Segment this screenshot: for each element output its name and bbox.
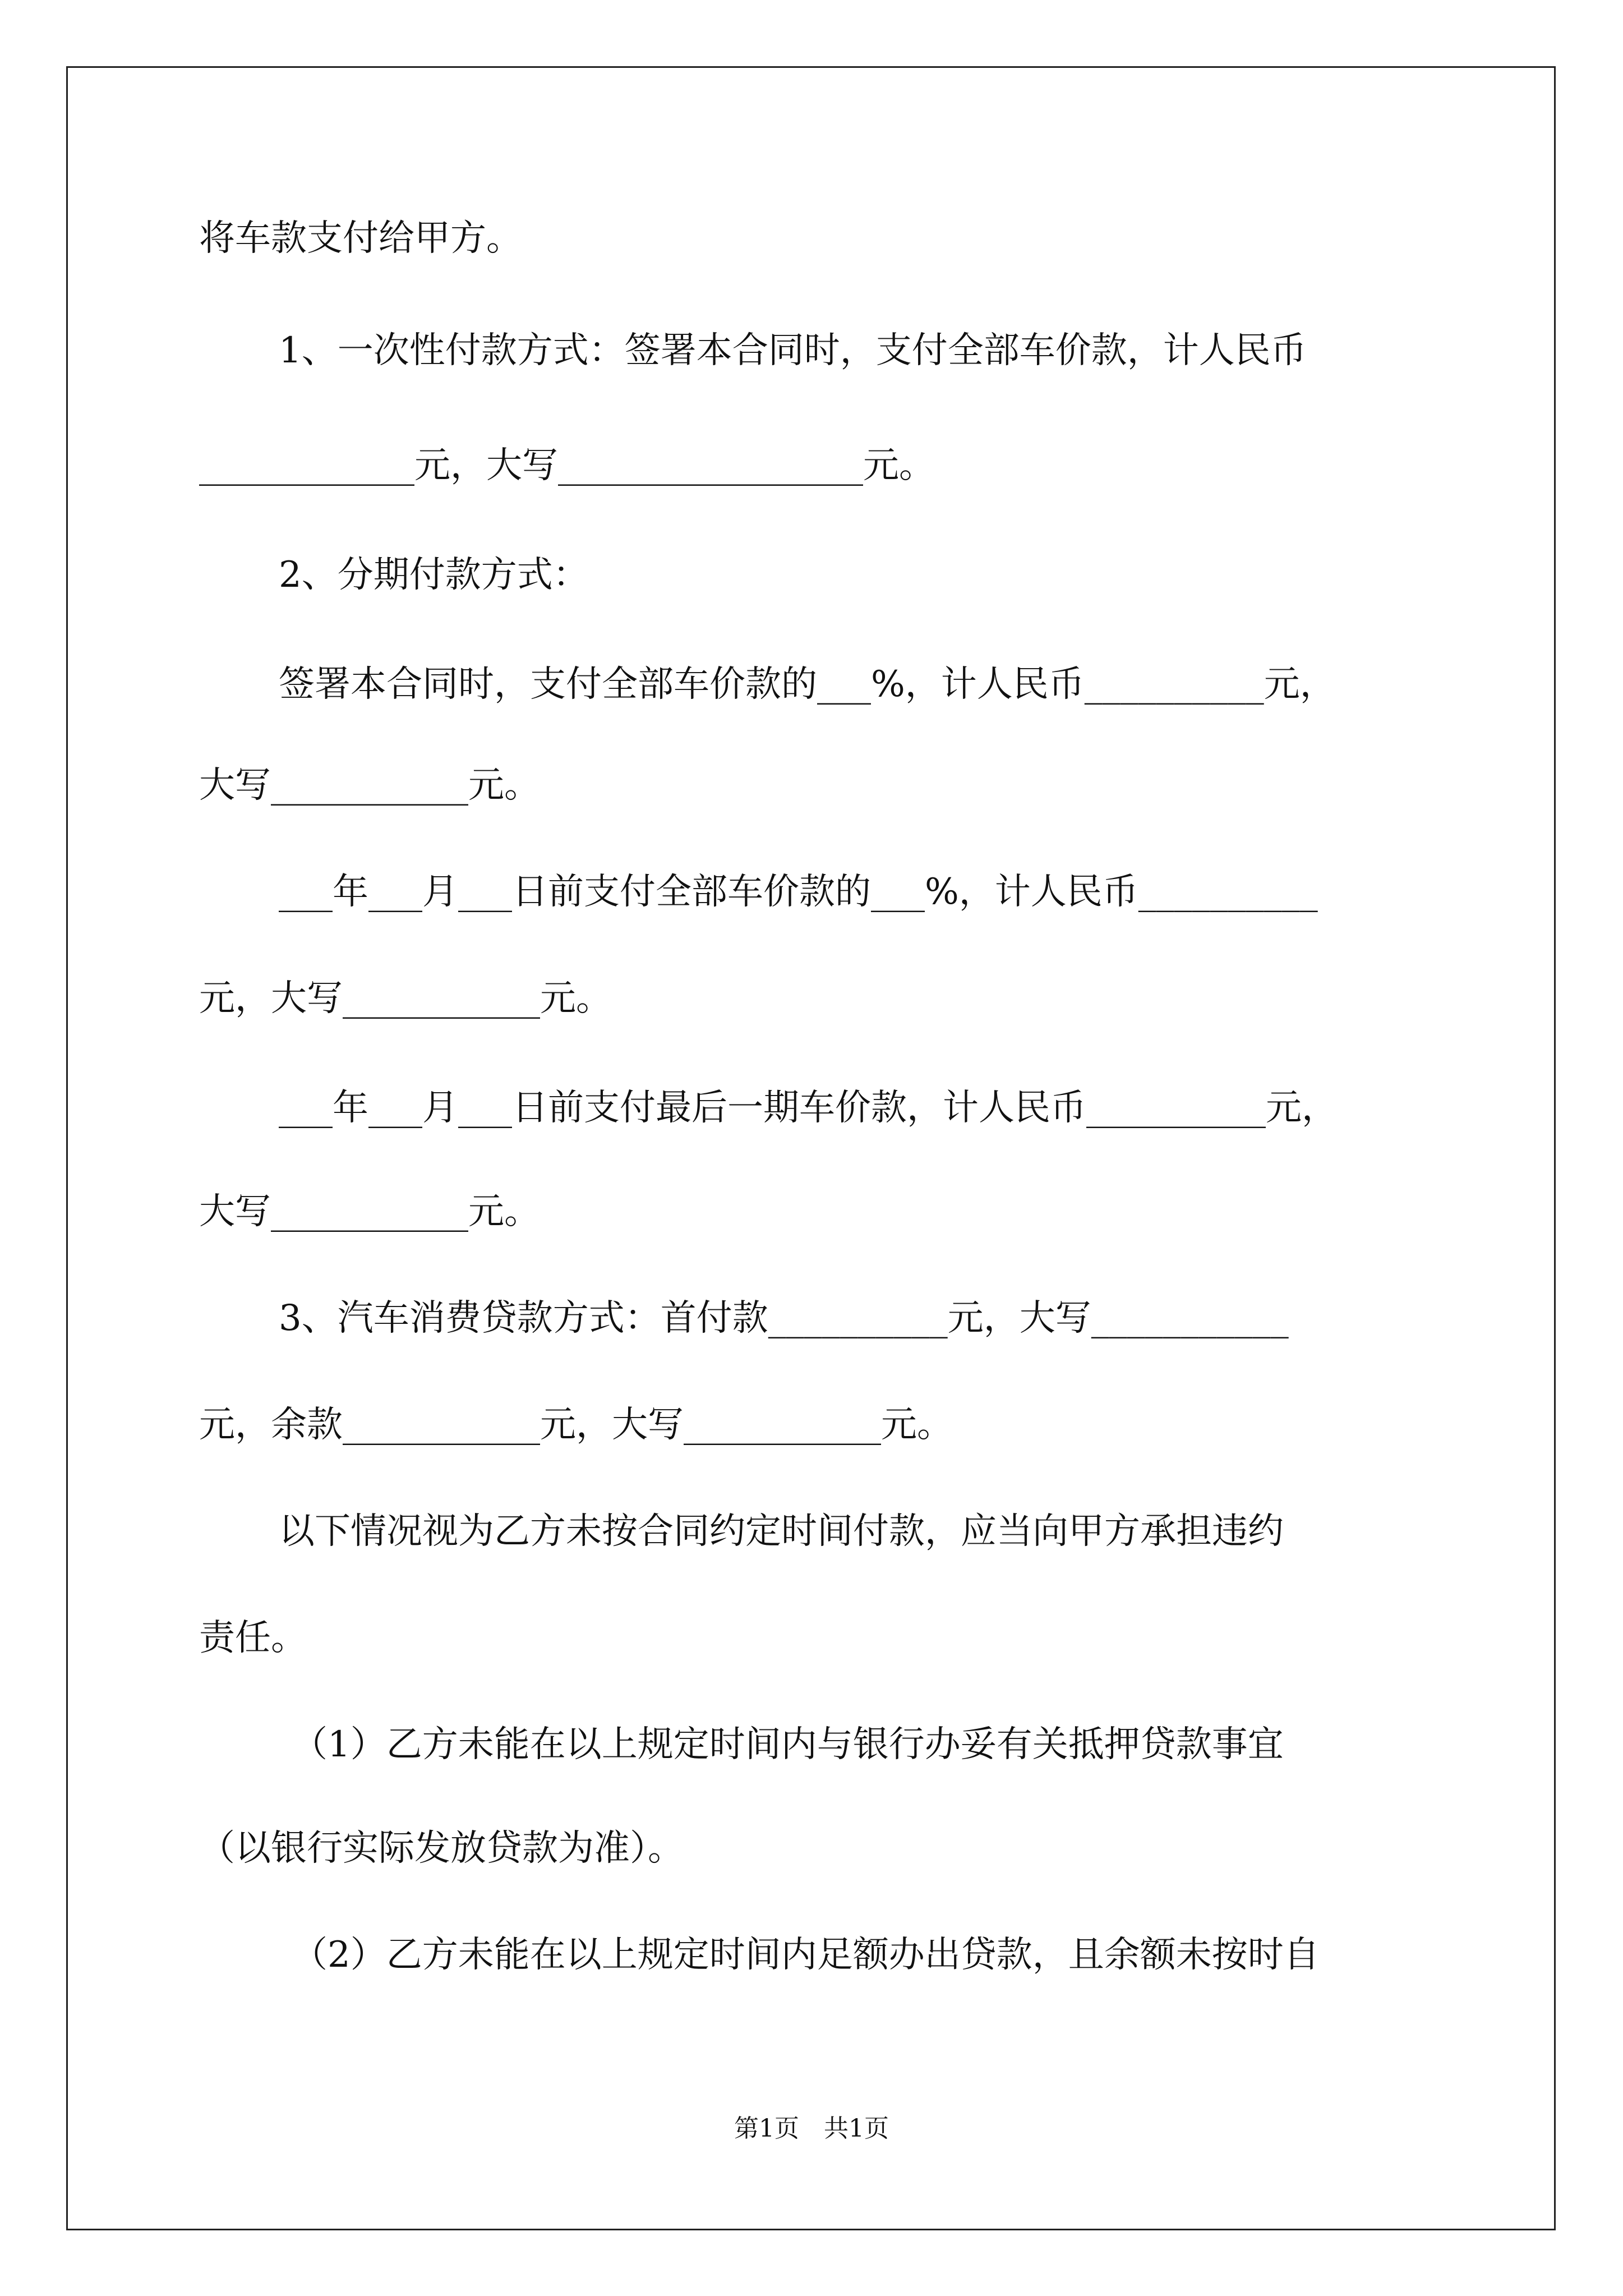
body-line: 大写___________元。	[199, 765, 540, 806]
body-line: 签署本合同时，支付全部车价款的___%，计人民币__________元，	[279, 664, 1336, 705]
body-line: （1）乙方未能在以上规定时间内与银行办妥有关抵押贷款事宜	[292, 1724, 1284, 1765]
body-line: 以下情况视为乙方未按合同约定时间付款，应当向甲方承担违约	[279, 1511, 1284, 1552]
body-line: ___年___月___日前支付全部车价款的___%，计人民币__________	[279, 871, 1318, 913]
body-line: 元，大写___________元。	[199, 978, 612, 1019]
body-line: 责任。	[199, 1617, 307, 1659]
body-line: ___年___月___日前支付最后一期车价款，计人民币__________元，	[279, 1087, 1338, 1129]
body-line: （2）乙方未能在以上规定时间内足额办出贷款，且余额未按时自	[292, 1934, 1320, 1976]
body-line: 2、分期付款方式：	[279, 554, 589, 596]
body-line: 将车款支付给甲方。	[199, 218, 522, 259]
body-line: 1、一次性付款方式：签署本合同时，支付全部车价款，计人民币	[279, 330, 1307, 371]
page-footer: 第1页 共1页	[734, 2114, 889, 2143]
body-line: ____________元，大写_________________元。	[199, 445, 935, 486]
body-line: 元，余款___________元，大写___________元。	[199, 1404, 953, 1446]
body-line: （以银行实际发放贷款为准）。	[199, 1828, 684, 1869]
body-line: 3、汽车消费贷款方式：首付款__________元，大写___________	[279, 1297, 1289, 1339]
page-border	[66, 66, 1556, 2230]
body-line: 大写___________元。	[199, 1191, 540, 1232]
